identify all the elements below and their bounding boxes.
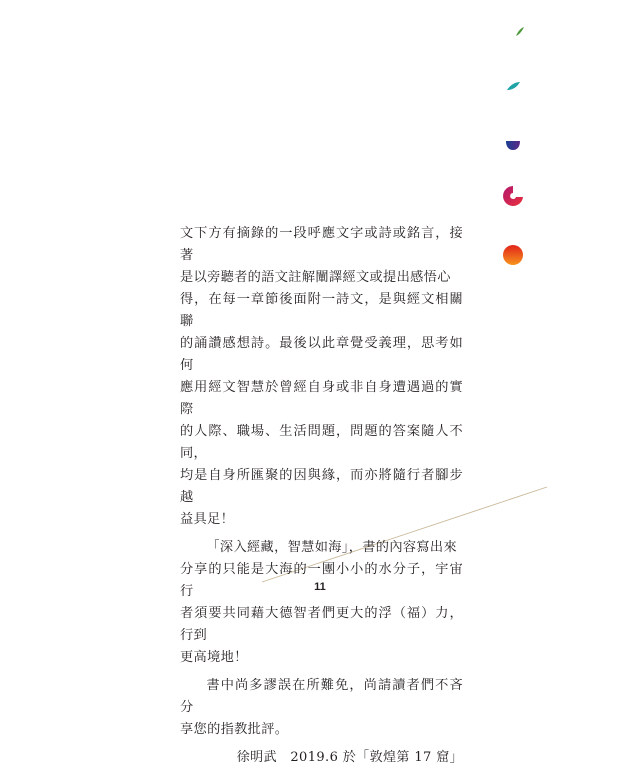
teal-wave-icon	[507, 82, 520, 90]
preface-text	[180, 223, 463, 769]
text-line: 應用經文智慧於曾經自身或非自身遭遇過的實際	[180, 380, 463, 417]
text-line: 均是自身所匯聚的因與緣，而亦將隨行者腳步越	[180, 468, 463, 505]
text-line: 「深入經藏，智慧如海」，書的內容寫出來	[206, 540, 458, 555]
paragraph-2	[180, 537, 463, 669]
text-line: 是以旁聽者的語文註解闡譯經文或提出感悟心	[180, 270, 451, 285]
paragraph-3	[180, 675, 463, 741]
text-line: 更高境地！	[180, 650, 248, 665]
text-line: 享您的指教批評。	[180, 722, 289, 737]
text-line: 分享的只能是大海的一團小小的水分子，宇宙行	[180, 562, 463, 599]
text-line: 的誦讚感想詩。最後以此章覺受義理，思考如何	[180, 336, 463, 373]
text-line: 益具足！	[180, 512, 235, 527]
text-line: 得，在每一章節後面附一詩文，是與經文相關聯	[180, 292, 463, 329]
page-number: 11	[314, 581, 326, 593]
text-line: 書中尚多謬誤在所難免，尚請讀者們不吝分	[180, 678, 463, 715]
orange-sun-icon	[503, 245, 523, 265]
text-line: 者須要共同藉大德智者們更大的浮（福）力，行到	[180, 606, 463, 643]
green-leaf-icon	[516, 27, 524, 36]
text-line: 的人際、職場、生活問題，問題的答案隨人不同，	[180, 424, 463, 461]
crimson-ring-icon	[503, 186, 523, 206]
paragraph-1	[180, 223, 463, 531]
author-signature: 徐明武 2019.6 於「敦煌第 17 窟」	[236, 750, 463, 765]
navy-bowl-icon	[506, 141, 520, 150]
text-line: 文下方有摘錄的一段呼應文字或詩或銘言，接著	[180, 226, 463, 263]
